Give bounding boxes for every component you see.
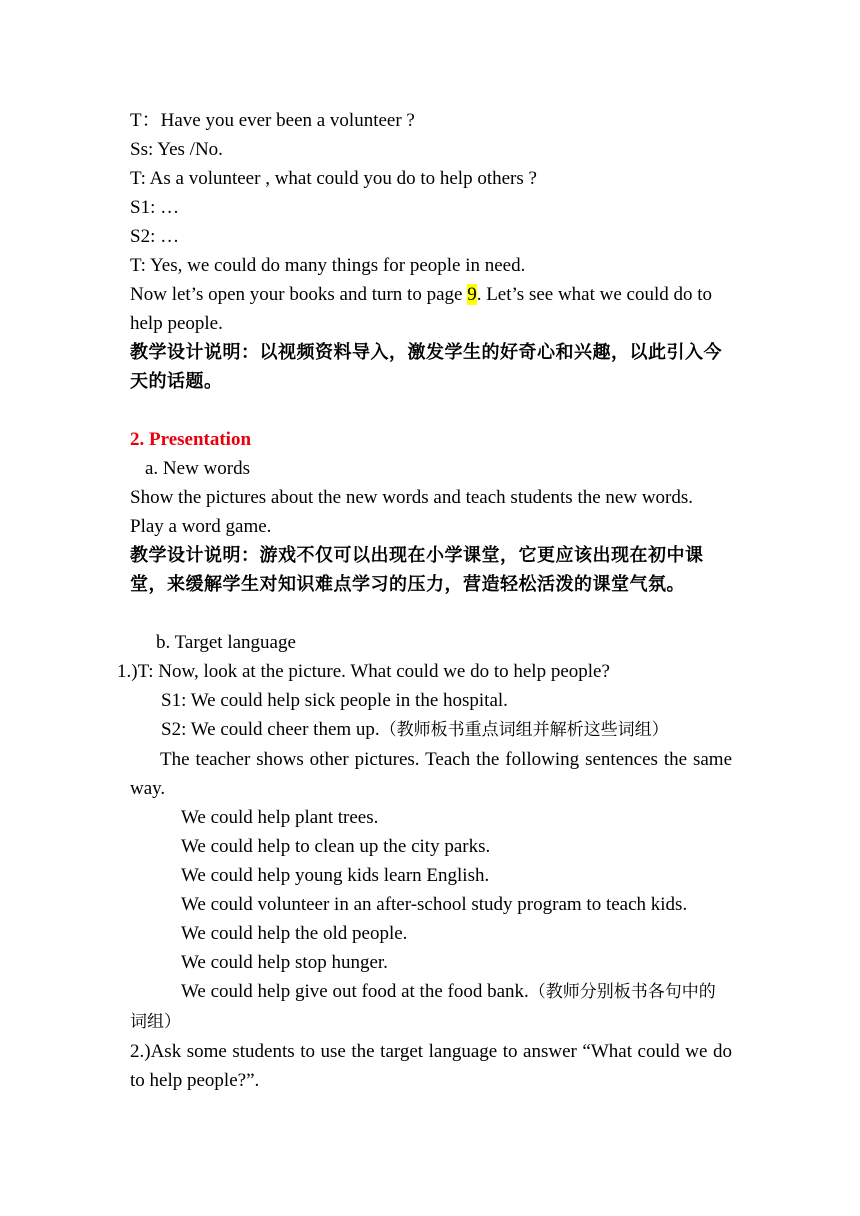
design-note: 教学设计说明：以视频资料导入，激发学生的好奇心和兴趣，以此引入今天的话题。 bbox=[130, 342, 722, 392]
open-books-instruction bbox=[130, 280, 732, 338]
dialogue-line: T: As a volunteer , what could you do to help others ? bbox=[130, 168, 537, 189]
example-sentence: We could help to clean up the city parks. bbox=[181, 836, 491, 857]
section-heading: 2. Presentation bbox=[130, 429, 252, 450]
dialogue-line: Ss: Yes /No. bbox=[130, 139, 223, 160]
teacher-note: （教师分别板书各句中的词组） bbox=[130, 982, 716, 1032]
open-books-text: Now let’s open your books and turn to page bbox=[130, 284, 468, 305]
subsection-label: a. New words bbox=[145, 458, 251, 479]
instruction-text: Play a word game. bbox=[130, 516, 272, 537]
student-answer bbox=[130, 715, 732, 745]
dialogue-line: T：Have you ever been a volunteer ? bbox=[130, 110, 415, 131]
lesson-plan-page bbox=[117, 106, 732, 1095]
page-number-highlight: 9 bbox=[467, 284, 477, 305]
subsection-label: b. Target language bbox=[156, 632, 296, 653]
spacer bbox=[130, 396, 732, 425]
teacher-note: （教师板书重点词组并解析这些词组） bbox=[379, 720, 669, 740]
design-note: 教学设计说明：游戏不仅可以出现在小学课堂，它更应该出现在初中课堂，来缓解学生对知识难点学习的压力，营造轻松活泼的课堂气氛。 bbox=[130, 545, 704, 595]
open-books-text-after: . Let’s see what we could do to help people. bbox=[130, 284, 713, 334]
question-line: 1.)T: Now, look at the picture. What could we do to help people? bbox=[117, 661, 610, 682]
example-sentence: We could volunteer in an after-school study program to teach kids. bbox=[181, 894, 688, 915]
spacer bbox=[130, 599, 732, 628]
example-sentence bbox=[130, 977, 732, 1037]
student-answer-text: S2: We could cheer them up. bbox=[161, 719, 380, 740]
dialogue-line: S1: … bbox=[130, 197, 180, 218]
dialogue-line: T: Yes, we could do many things for people in need. bbox=[130, 255, 526, 276]
example-sentence: We could help stop hunger. bbox=[181, 952, 388, 973]
example-sentence: We could help young kids learn English. bbox=[181, 865, 490, 886]
example-sentence: We could help plant trees. bbox=[181, 807, 379, 828]
instruction-text: Show the pictures about the new words and teach students the new words. bbox=[130, 487, 694, 508]
student-answer: S1: We could help sick people in the hospital. bbox=[161, 690, 508, 711]
example-sentence-text: We could help give out food at the food bank. bbox=[181, 981, 529, 1002]
instruction-text: 2.)Ask some students to use the target language to answer “What could we do to help people?”. bbox=[130, 1041, 732, 1091]
instruction-text: The teacher shows other pictures. Teach the following sentences the same way. bbox=[130, 749, 732, 799]
example-sentence: We could help the old people. bbox=[181, 923, 408, 944]
dialogue-line: S2: … bbox=[130, 226, 180, 247]
